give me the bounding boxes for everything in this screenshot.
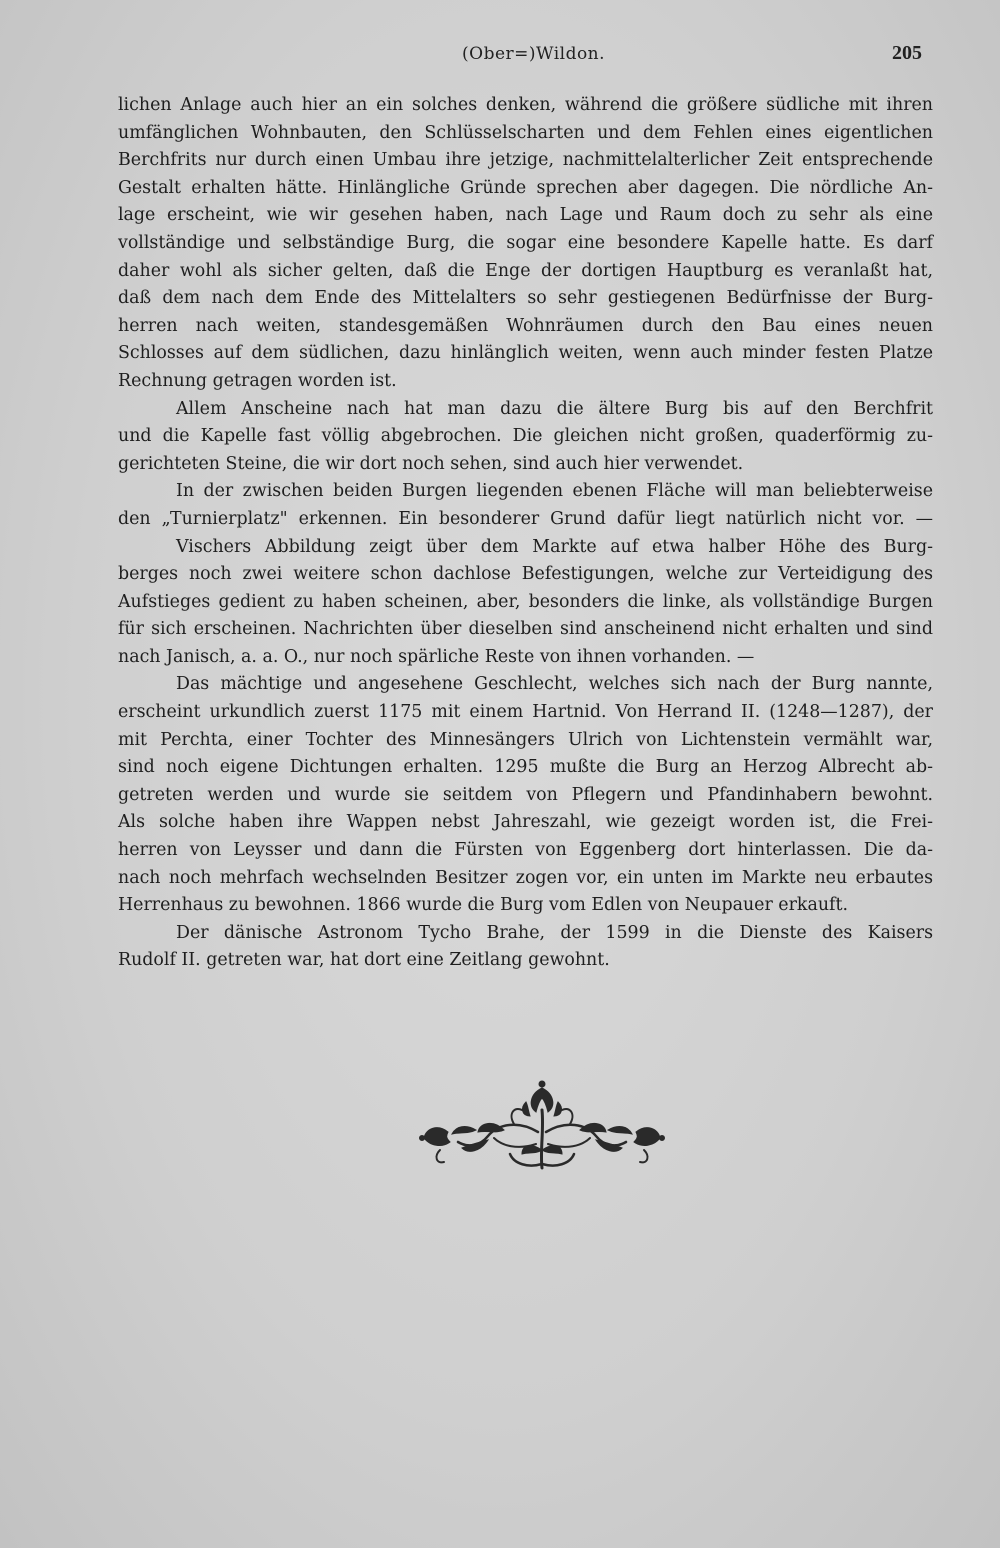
floral-vignette-icon <box>418 1080 666 1172</box>
text-line: Herrenhaus zu bewohnen. 1866 wurde die Burg vom Edlen von Neupauer erkauft. <box>118 895 848 916</box>
text-line: Als solche haben ihre Wappen nebst Jahreszahl, wie gezeigt worden ist, die Frei- <box>118 812 933 833</box>
text-line: daß dem nach dem Ende des Mittelalters so sehr gestiegenen Bedürfnisse der Burg- <box>118 288 933 309</box>
text-line: erscheint urkundlich zuerst 1175 mit einem Hartnid. Von Herrand II. (1248—1287), der <box>118 702 933 723</box>
text-line: Rudolf II. getreten war, hat dort eine Zeitlang gewohnt. <box>118 950 610 971</box>
text-line: sind noch eigene Dichtungen erhalten. 1295 mußte die Burg an Herzog Albrecht ab- <box>118 757 933 778</box>
text-line: herren von Leysser und dann die Fürsten von Eggenberg dort hinterlassen. Die da- <box>118 840 933 861</box>
text-line: daher wohl als sicher gelten, daß die Enge der dortigen Hauptburg es veranlaßt hat, <box>118 260 933 281</box>
text-line: Das mächtige und angesehene Geschlecht, welches sich nach der Burg nannte, <box>176 674 933 695</box>
text-line: Allem Anscheine nach hat man dazu die ältere Burg bis auf den Berchfrit <box>176 398 933 419</box>
text-line: Berchfrits nur durch einen Umbau ihre jetzige, nachmittelalterlicher Zeit entsprechende <box>118 150 933 171</box>
text-line: getreten werden und wurde sie seitdem von Pflegern und Pfandinhabern bewohnt. <box>118 784 933 805</box>
text-line: und die Kapelle fast völlig abgebrochen. Die gleichen nicht großen, quaderförmig zu- <box>118 426 933 447</box>
text-line: Aufstieges gedient zu haben scheinen, aber, besonders die linke, als vollständige Burgen <box>118 591 933 612</box>
text-line: Vischers Abbildung zeigt über dem Markte auf etwa halber Höhe des Burg- <box>176 536 933 557</box>
text-line: nach Janisch, a. a. O., nur noch spärliche Reste von ihnen vorhanden. — <box>118 646 755 667</box>
text-line: vollständige und selbständige Burg, die sogar eine besondere Kapelle hatte. Es darf <box>118 232 933 253</box>
text-line: lichen Anlage auch hier an ein solches denken, während die größere südliche mit ihren <box>118 95 933 115</box>
text-line: lage erscheint, wie wir gesehen haben, nach Lage und Raum doch zu sehr als eine <box>118 205 933 226</box>
text-line: nach noch mehrfach wechselnden Besitzer zogen vor, ein unten im Markte neu erbautes <box>118 867 933 888</box>
body-text <box>118 92 933 975</box>
text-line: Gestalt erhalten hätte. Hinlängliche Gründe sprechen aber dagegen. Die nördliche An- <box>118 177 933 198</box>
text-line: berges noch zwei weitere schon dachlose Befestigungen, welche zur Verteidigung des <box>118 564 933 585</box>
text-line: herren nach weiten, standesgemäßen Wohnräumen durch den Bau eines neuen <box>118 315 933 336</box>
text-line: den „Turnierplatz" erkennen. Ein besonderer Grund dafür liegt natürlich nicht vor. — <box>118 508 933 529</box>
text-line: Der dänische Astronom Tycho Brahe, der 1599 in die Dienste des Kaisers <box>176 922 933 943</box>
text-line: Rechnung getragen worden ist. <box>118 370 397 391</box>
text-line: In der zwischen beiden Burgen liegenden ebenen Fläche will man beliebterweise <box>176 481 933 502</box>
page-number: 205 <box>892 42 922 64</box>
running-title: (Ober=)Wildon. <box>462 44 606 64</box>
text-line: Schlosses auf dem südlichen, dazu hinlänglich weiten, wenn auch minder festen Platze <box>118 343 933 364</box>
text-line: umfänglichen Wohnbauten, den Schlüsselscharten und dem Fehlen eines eigentlichen <box>118 122 933 143</box>
text-line: gerichteten Steine, die wir dort noch sehen, sind auch hier verwendet. <box>118 453 744 474</box>
text-line: für sich erscheinen. Nachrichten über dieselben sind anscheinend nicht erhalten und sind <box>118 619 933 640</box>
text-line: mit Perchta, einer Tochter des Minnesängers Ulrich von Lichtenstein vermählt war, <box>118 729 933 750</box>
